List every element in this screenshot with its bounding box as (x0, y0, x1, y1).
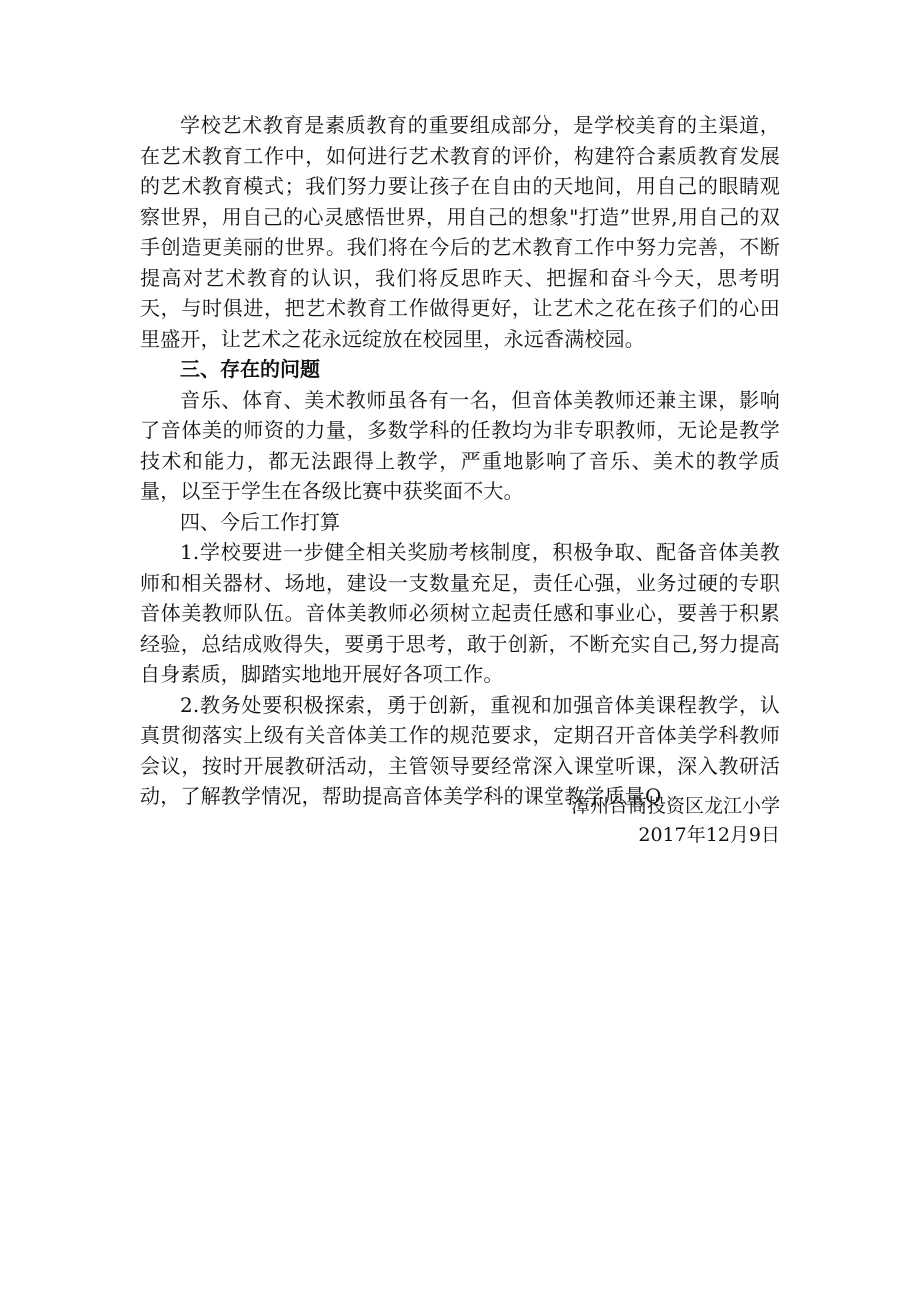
section-4-heading: 四、今后工作打算 (180, 509, 340, 534)
intro-paragraph: 学校艺术教育是素质教育的重要组成部分，是学校美育的主渠道，在艺术教育工作中，如何进行艺术教育的评价，构建符合素质教育发展的艺术教育模式；我们努力要让孩子在自由的天地间，用自己的眼睛观察世界，用自己的心灵感悟世界，用自己的想象"打造”世界,用自己的双手创造更美丽的世界。我们将在今后的艺术教育工作中努力完善，不断提高对艺术教育的认识，我们将反思昨天、把握和奋斗今天，思考明天，与时俱进，把艺术教育工作做得更好，让艺术之花在孩子们的心田里盛开，让艺术之花永远绽放在校园里，永远香满校园。 (140, 113, 780, 351)
section-4-item-2: 2.教务处要积极探索，勇于创新，重视和加强音体美课程教学，认真贯彻落实上级有关音体美工作的规范要求，定期召开音体美学科教师会议，按时开展教研活动，主管领导要经常深入课堂听课，深入教研活动，了解教学情况，帮助提高音体美学科的课堂教学质量Q (140, 692, 780, 808)
document-body (140, 110, 780, 812)
section-3-paragraph: 音乐、体育、美术教师虽各有一名，但音体美教师还兼主课，影响了音体美的师资的力量，多数学科的任教均为非专职教师，无论是教学技术和能力，都无法跟得上教学，严重地影响了音乐、美术的教学质量，以至于学生在各级比赛中获奖面不大。 (140, 387, 780, 503)
signature-block (571, 792, 780, 850)
section-4-item-1: 1.学校要进一步健全相关奖励考核制度，积极争取、配备音体美教师和相关器材、场地，建设一支数量充足，责任心强，业务过硬的专职音体美教师队伍。音体美教师必须树立起责任感和事业心，要善于积累经验，总结成败得失，要勇于思考，敢于创新，不断充实自己,努力提高自身素质，脚踏实地地开展好各项工作。 (140, 540, 780, 686)
signature-date: 2017年12月9日 (638, 824, 780, 846)
signature-organization: 漳州台商投资区龙江小学 (570, 795, 780, 817)
section-3-heading: 三、存在的问题 (180, 357, 320, 381)
